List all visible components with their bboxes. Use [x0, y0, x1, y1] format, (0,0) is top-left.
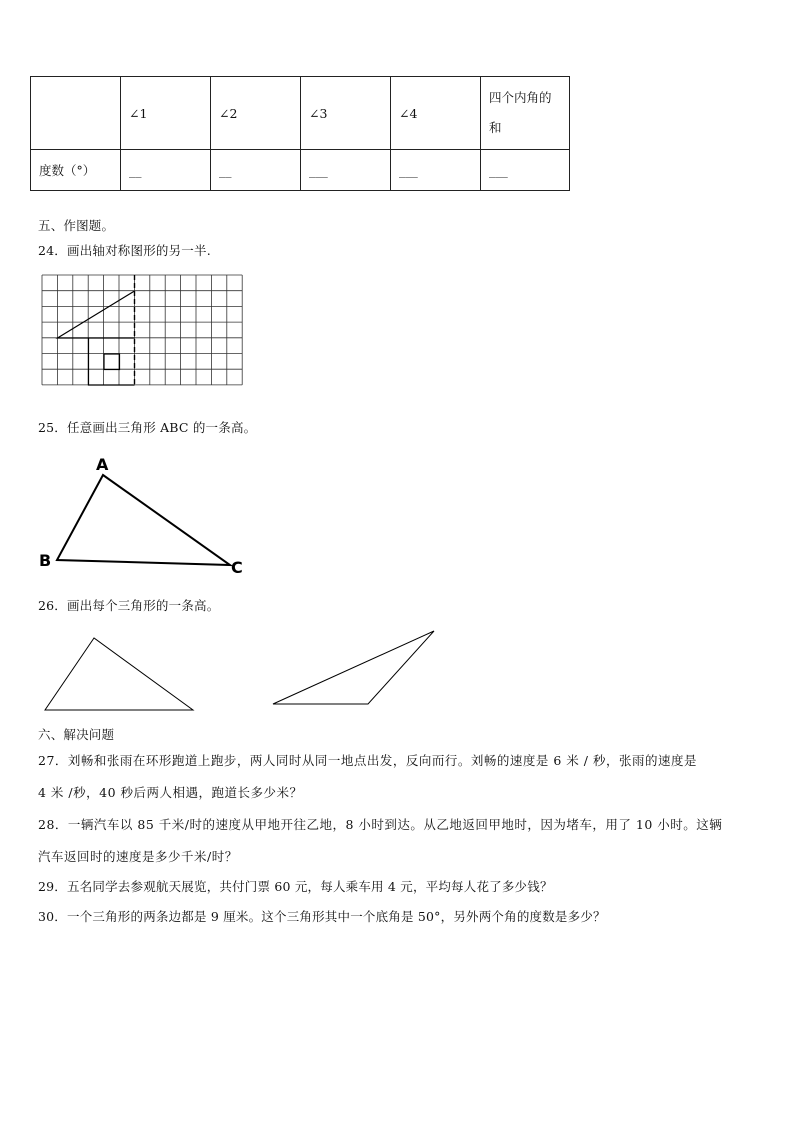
- vertex-label-b: B: [39, 551, 52, 570]
- table-blank-5: ___: [481, 150, 570, 191]
- table-blank-3: ___: [301, 150, 391, 191]
- question-29: 29．五名同学去参观航天展览，共付门票 60 元，每人乘车用 4 元，平均每人花了多少钱？: [38, 879, 553, 894]
- table-header-angle3: ∠3: [301, 77, 391, 150]
- table-header-angle2: ∠2: [211, 77, 301, 150]
- table-blank-2: __: [211, 150, 301, 191]
- symmetry-grid-figure: [42, 275, 244, 389]
- section-6-title: 六、解决问题: [38, 727, 115, 742]
- question-30: 30．一个三角形的两条边都是 9 厘米。这个三角形其中一个底角是 50°，另外两个角的度数是多少？: [38, 909, 606, 924]
- triangle-abc-figure: [36, 455, 246, 580]
- angle-table: [30, 76, 570, 191]
- table-header-sum-line1: 四个内角的: [489, 90, 552, 105]
- question-27-line2: 4 米 /秒，40 秒后两人相遇，跑道长多少米？: [38, 785, 303, 800]
- vertex-label-c: C: [231, 558, 243, 577]
- table-blank-1: __: [121, 150, 211, 191]
- question-27-line1: 27．刘畅和张雨在环形跑道上跑步，两人同时从同一地点出发，反向而行。刘畅的速度是 6 米 / 秒，张雨的速度是: [38, 753, 697, 768]
- table-header-angle1: ∠1: [121, 77, 211, 150]
- half-roof-shape: [58, 291, 135, 338]
- section-5-title: 五、作图题。: [38, 218, 115, 233]
- table-header-angle4: ∠4: [391, 77, 481, 150]
- triangle-left: [45, 638, 193, 710]
- table-blank-4: ___: [391, 150, 481, 191]
- two-triangles-figure: [40, 628, 440, 718]
- table-data-row: [31, 150, 570, 191]
- question-28-line2: 汽车返回时的速度是多少千米/时？: [38, 849, 238, 864]
- half-wall-shape: [89, 338, 135, 385]
- half-window-square: [104, 354, 120, 370]
- table-header-sum-line2: 和: [489, 120, 502, 135]
- table-row-label: 度数（°）: [31, 150, 121, 191]
- vertex-label-a: A: [96, 455, 109, 474]
- table-header-row: [31, 77, 570, 150]
- question-24: 24．画出轴对称图形的另一半.: [38, 243, 211, 258]
- question-28-line1: 28．一辆汽车以 85 千米/时的速度从甲地开往乙地，8 小时到达。从乙地返回甲地时，因为堵车，用了 10 小时。这辆: [38, 817, 723, 832]
- table-header-cell-empty: [31, 77, 121, 150]
- table-header-sum: [481, 77, 570, 150]
- triangle-abc: [57, 475, 230, 565]
- question-26: 26．画出每个三角形的一条高。: [38, 598, 220, 613]
- triangle-right: [273, 631, 434, 704]
- question-25: 25．任意画出三角形 ABC 的一条高。: [38, 420, 257, 435]
